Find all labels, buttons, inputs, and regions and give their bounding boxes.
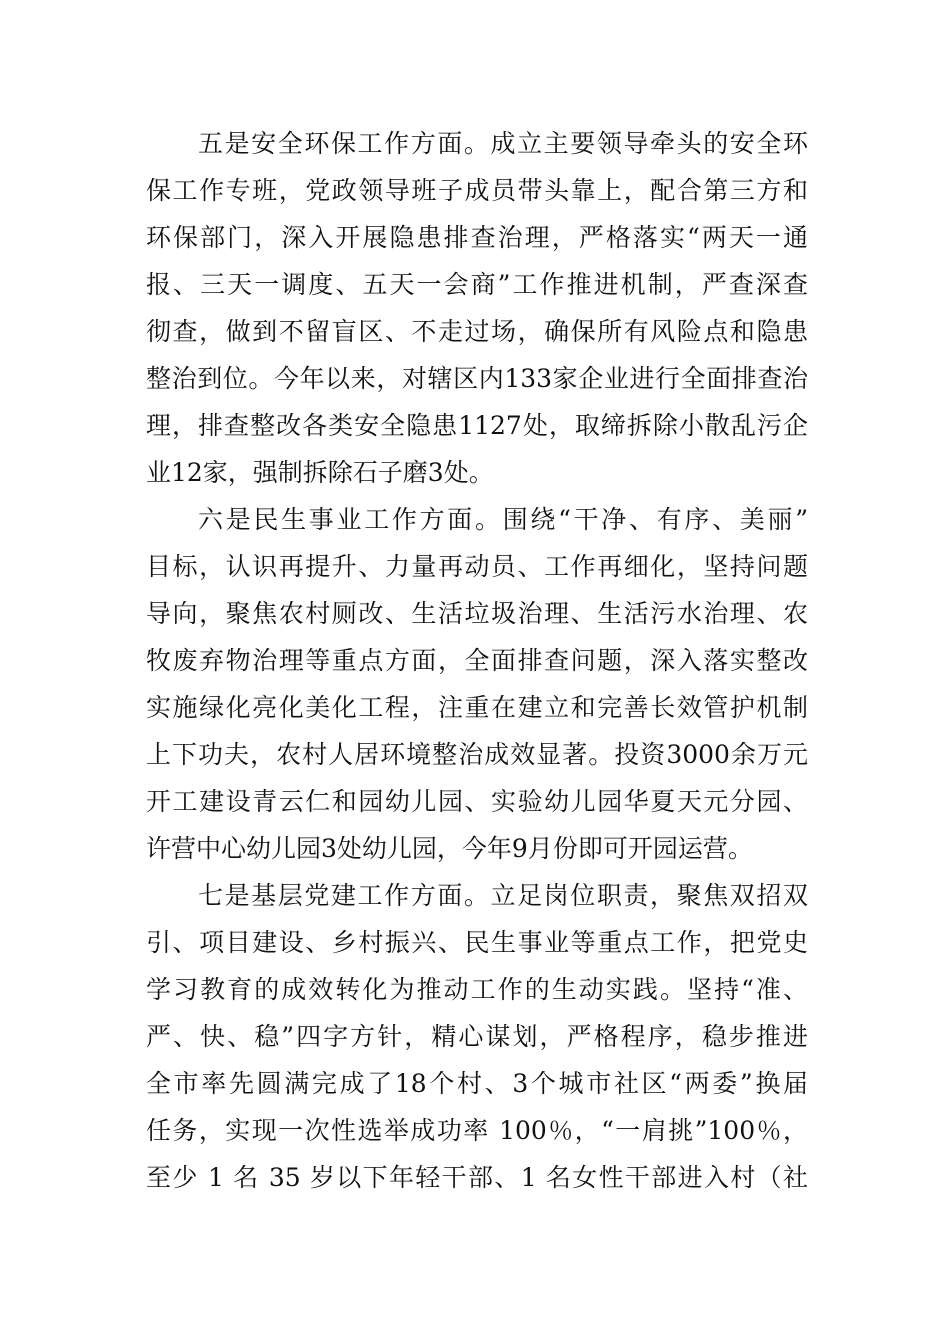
paragraph-party-building [146,872,808,1201]
text-line: 环保部门，深入开展隐患排查治理，严格落实“两天一通 [146,223,808,252]
text-line: 严、快、稳”四字方针，精心谋划，严格程序，稳步推进 [146,1022,808,1051]
text-line: 许营中心幼儿园3处幼儿园，今年9月份即可开园运营。 [146,834,753,863]
text-line: 上下功夫，农村人居环境整治成效显著。投资3000余万元 [146,740,808,769]
text-line: 任务，实现一次性选举成功率 100％，“一肩挑”100％， [146,1116,808,1145]
text-line: 至少 1 名 35 岁以下年轻干部、1 名女性干部进入村（社 [146,1163,808,1192]
text-line: 目标，认识再提升、力量再动员、工作再细化，坚持问题 [146,552,808,581]
text-line: 五是安全环保工作方面。成立主要领导牵头的安全环 [198,129,808,158]
text-line: 业12家，强制拆除石子磨3处。 [146,458,494,487]
text-line: 六是民生事业工作方面。围绕“干净、有序、美丽” [198,505,808,534]
text-line: 开工建设青云仁和园幼儿园、实验幼儿园华夏天元分园、 [146,787,808,816]
text-line: 理，排查整改各类安全隐患1127处，取缔拆除小散乱污企 [146,411,808,440]
text-line: 七是基层党建工作方面。立足岗位职责，聚焦双招双 [198,881,808,910]
text-line: 牧废弃物治理等重点方面，全面排查问题，深入落实整改 [146,646,808,675]
text-line: 引、项目建设、乡村振兴、民生事业等重点工作，把党史 [146,928,808,957]
text-line: 保工作专班，党政领导班子成员带头靠上，配合第三方和 [146,176,808,205]
text-line: 导向，聚焦农村厕改、生活垃圾治理、生活污水治理、农 [146,599,808,628]
paragraph-livelihood [146,496,808,872]
text-line: 学习教育的成效转化为推动工作的生动实践。坚持“准、 [146,975,808,1004]
text-line: 彻查，做到不留盲区、不走过场，确保所有风险点和隐患 [146,317,808,346]
text-line: 全市率先圆满完成了18个村、3个城市社区“两委”换届 [146,1069,808,1098]
document-body [146,120,808,1201]
text-line: 实施绿化亮化美化工程，注重在建立和完善长效管护机制 [146,693,808,722]
paragraph-safety-environment [146,120,808,496]
text-line: 报、三天一调度、五天一会商”工作推进机制，严查深查 [146,270,808,299]
text-line: 整治到位。今年以来，对辖区内133家企业进行全面排查治 [146,364,808,393]
